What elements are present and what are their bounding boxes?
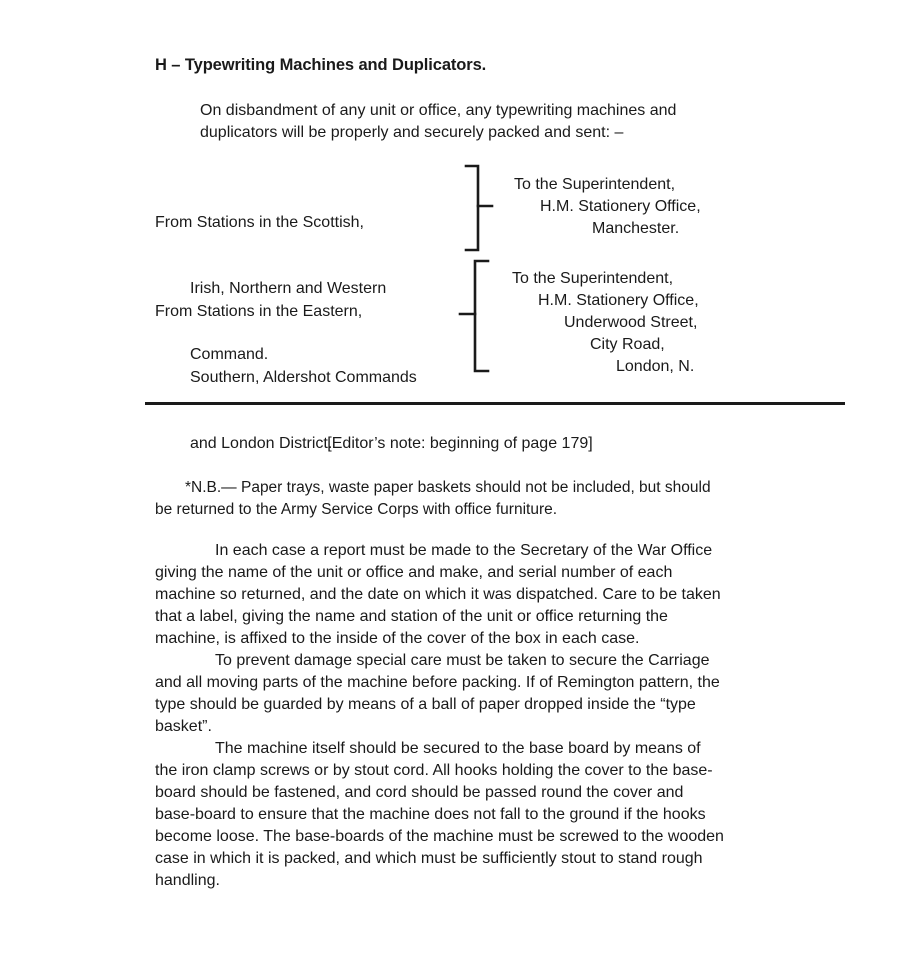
intro-paragraph: On disbandment of any unit or office, any typewriting machines and duplicators will be properly and securely packed and sent: – [200,102,677,141]
dispatch-group-1-destination [514,174,701,240]
dispatch-group-2-origin [155,257,417,499]
body-paragraph: To prevent damage special care must be taken to secure the Carriage and all moving parts of the machine before packing. If of Remington pattern, the type should be guarded by means of a ball of paper dropped inside the “type basket”. [155,652,720,735]
page-title: H – Typewriting Machines and Duplicators. [155,56,487,74]
nb-footnote: *N.B.— Paper trays, waste paper baskets should not be included, but should be returned to the Army Service Corps with office furniture. [155,479,711,518]
origin-line: Southern, Aldershot Commands [190,369,417,386]
origin-line: From Stations in the Eastern, [155,303,363,320]
origin-line: Command. [190,346,269,363]
body-paragraph: The machine itself should be secured to the base board by means of the iron clamp screws or by stout cord. All hooks holding the cover to the base-board should be fastened, and cord should be passed round the cover and base-board to ensure that the machine does not fall to the ground if the hooks become loose. The base-boards of the machine must be screwed to the wooden case in which it is packed, and which must be sufficiently stout to stand rough handling. [155,740,724,889]
destination-line: To the Superintendent, [514,176,676,193]
destination-line: H.M. Stationery Office, [538,292,699,309]
body-text [155,540,727,892]
destination-line: H.M. Stationery Office, [540,198,701,215]
origin-line: Irish, Northern and Western [190,280,387,297]
destination-line: Manchester. [592,220,680,237]
editor-note: [Editor’s note: beginning of page 179] [327,435,593,452]
destination-line: To the Superintendent, [512,270,674,287]
destination-line: Underwood Street, [564,314,698,331]
left-brace-icon [456,257,496,375]
body-paragraph: In each case a report must be made to the Secretary of the War Office giving the name of the unit or office and make, and serial number of each machine so returned, and the date on which it was dispatched. Care to be taken that a label, giving the name and station of the unit or office returning the machine, is affixed to the inside of the cover of the box in each case. [155,542,721,647]
destination-line: London, N. [616,358,695,375]
dispatch-group-2-destination [512,268,699,378]
origin-line: and London District. [190,435,333,452]
origin-line: From Stations in the Scottish, [155,214,364,231]
right-brace-icon [460,162,500,254]
destination-line: City Road, [590,336,665,353]
section-divider [145,402,845,405]
